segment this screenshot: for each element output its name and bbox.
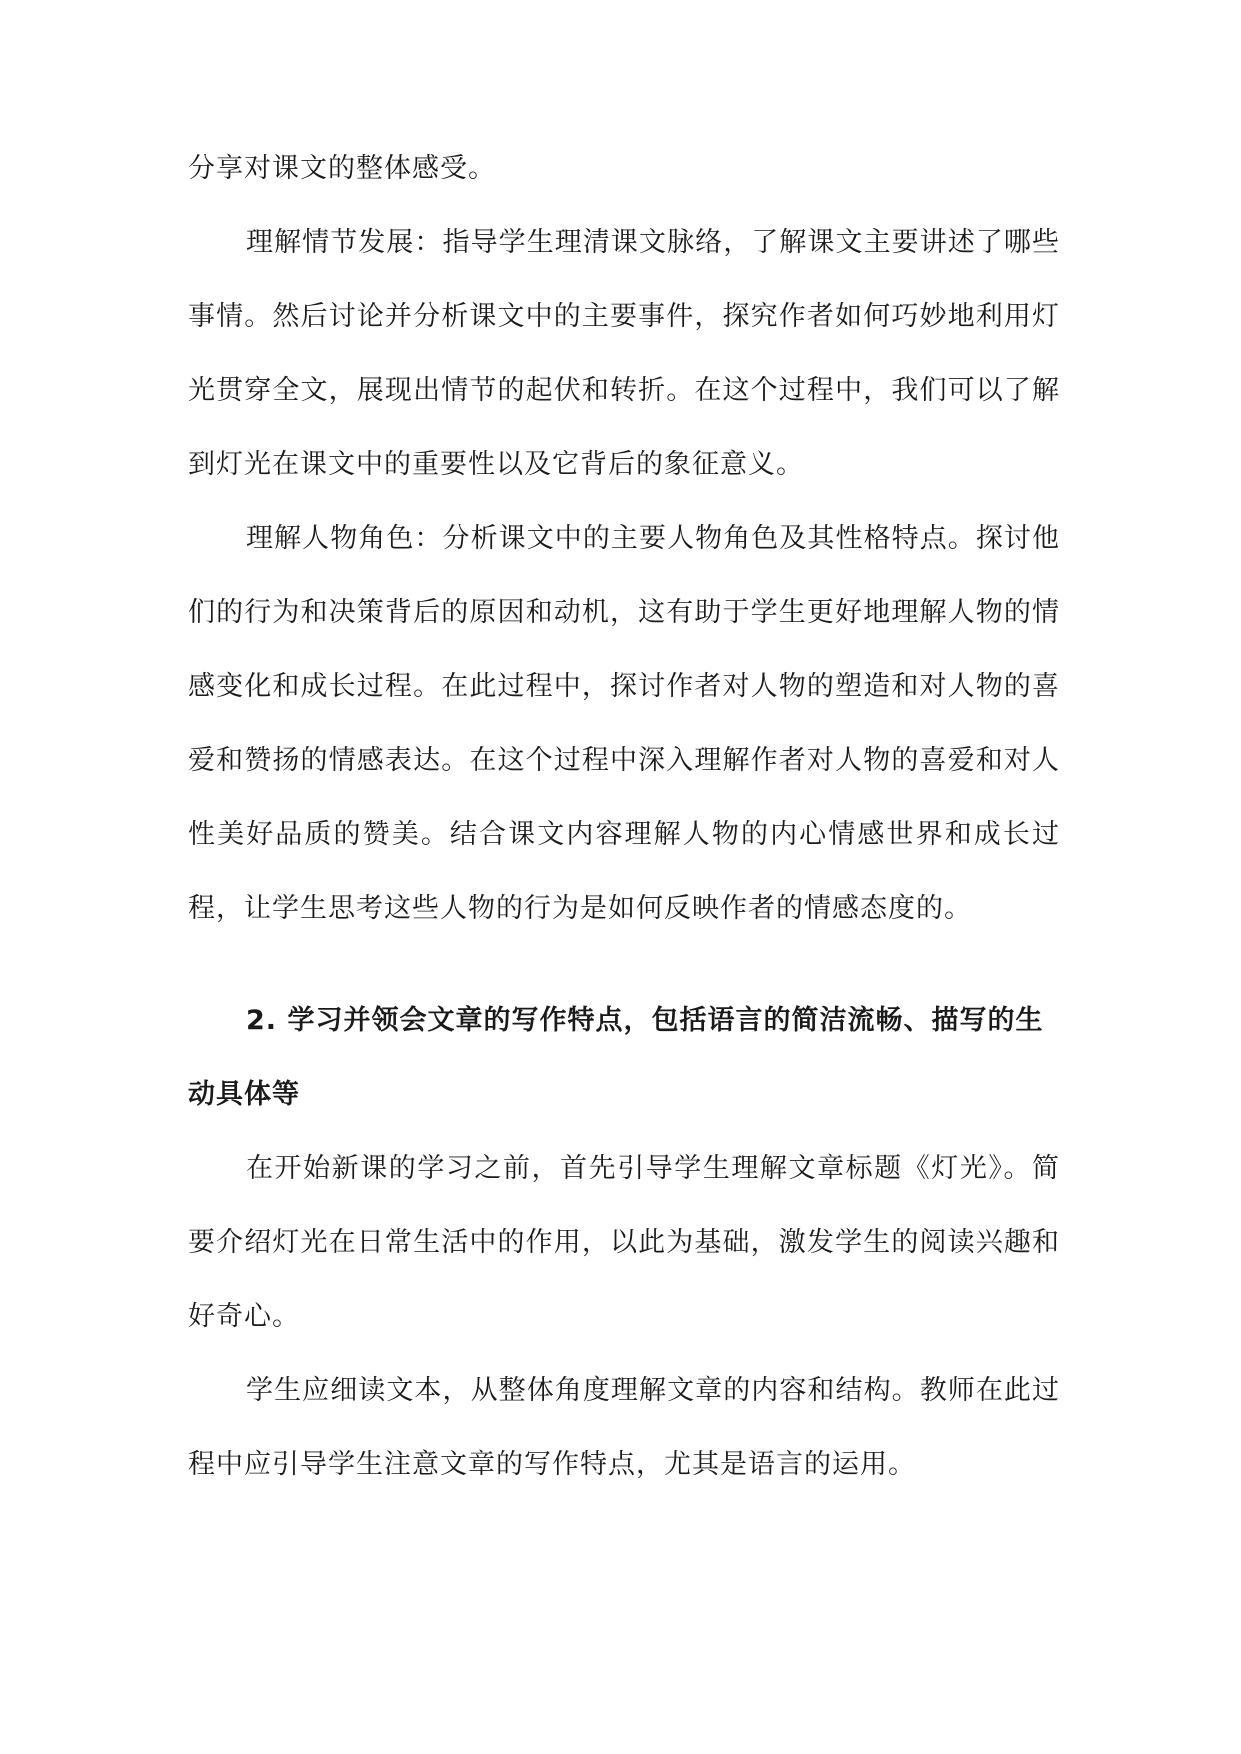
paragraph-plot-development: 理解情节发展：指导学生理清课文脉络，了解课文主要讲述了哪些事情。然后讨论并分析课文中的主要事件，探究作者如何巧妙地利用灯光贯穿全文，展现出情节的起伏和转折。在这个过程中，我们可以了解到灯光在课文中的重要性以及它背后的象征意义。 bbox=[188, 227, 1060, 480]
document-body bbox=[188, 132, 1060, 1502]
paragraph-title-intro: 在开始新课的学习之前，首先引导学生理解文章标题《灯光》。简要介绍灯光在日常生活中的作用，以此为基础，激发学生的阅读兴趣和好奇心。 bbox=[188, 1153, 1060, 1332]
section-heading: 2. 学习并领会文章的写作特点，包括语言的简洁流畅、描写的生动具体等 bbox=[188, 1005, 1044, 1110]
paragraph-continuation: 分享对课文的整体感受。 bbox=[188, 153, 496, 184]
paragraph-close-reading: 学生应细读文本，从整体角度理解文章的内容和结构。教师在此过程中应引导学生注意文章的写作特点，尤其是语言的运用。 bbox=[188, 1375, 1060, 1480]
paragraph-character-roles: 理解人物角色：分析课文中的主要人物角色及其性格特点。探讨他们的行为和决策背后的原因和动机，这有助于学生更好地理解人物的情感变化和成长过程。在此过程中，探讨作者对人物的塑造和对人物的喜爱和赞扬的情感表达。在这个过程中深入理解作者对人物的喜爱和对人性美好品质的赞美。结合课文内容理解人物的内心情感世界和成长过程，让学生思考这些人物的行为是如何反映作者的情感态度的。 bbox=[188, 523, 1060, 924]
